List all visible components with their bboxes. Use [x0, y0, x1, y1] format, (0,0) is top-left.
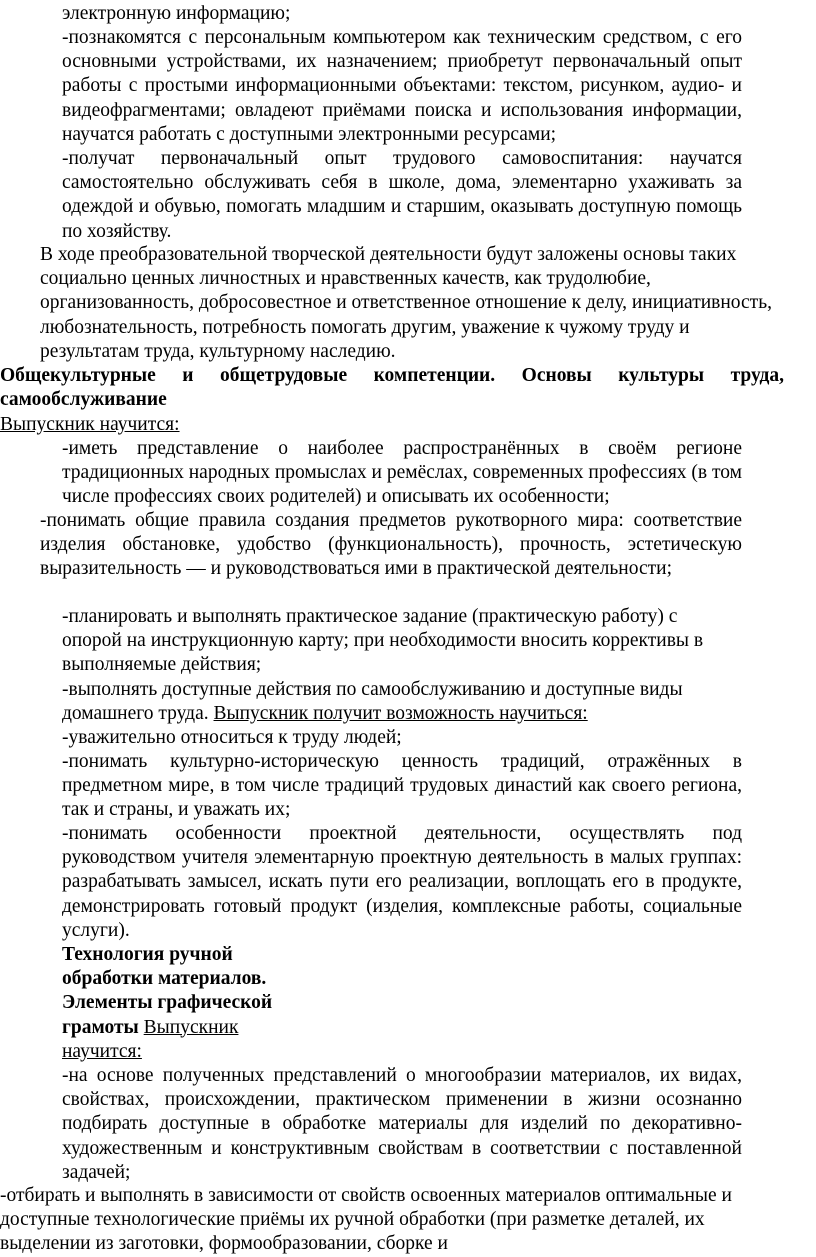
paragraph-plan: -планировать и выполнять практическое задание (практическую работу) с опорой на инструкционную карту; при необходимости вносить коррективы в выполняемые действия;: [62, 606, 704, 676]
heading-technology-line-2: [62, 967, 362, 991]
label-will-learn: Выпускник научится:: [0, 414, 180, 435]
heading-technology-text-4: грамоты: [62, 1016, 139, 1038]
label-will-learn-2: научится:: [62, 1040, 142, 1062]
heading-technology-line-3: [62, 991, 362, 1015]
paragraph-rules: -понимать общие правила создания предметов рукотворного мира: соответствие изделия обстановке, удобство (функциональность), прочность, эстетическую выразительность — и руководствоваться ими в практической деятельности;: [40, 510, 742, 580]
heading-competences-text: Общекультурные и общетрудовые компетенции. Основы культуры труда, самообслуживание: [0, 365, 784, 411]
paragraph-techniques: -отбирать и выполнять в зависимости от свойств освоенных материалов оптимальные и доступные технологические приёмы их ручной обработки (при разметке деталей, их выделении из заготовки, формообразовании, сборке и: [0, 1185, 732, 1255]
paragraph-project: -понимать особенности проектной деятельности, осуществлять под руководством учителя элементарную проектную деятельность в малых группах: разрабатывать замысел, искать пути его реализации, воплощать его в продукте, демонстрировать готовый продукт (изделия, комплексные работы, социальные услуги).: [62, 823, 742, 941]
paragraph-heritage: -понимать культурно-историческую ценность традиций, отражённых в предметном мире, в том числе традиций трудовых династий как своего региона, так и страны, и уважать их;: [62, 751, 742, 821]
heading-technology-text-2: обработки материалов.: [62, 968, 267, 990]
label-opportunity: Выпускник получит возможность научиться:: [213, 703, 588, 725]
heading-technology: [62, 943, 362, 1064]
paragraph-intro-end: электронную информацию;: [62, 3, 291, 24]
paragraph-computer-skills: -познакомятся с персональным компьютером как техническим средством, с его основными устройствами, их назначением; приобретут первоначальный опыт работы с простыми информационными объектами: текстом, рисунком, аудио- и видеофрагментами; овладеют приёмами поиска и использования информации, научатся работать с доступными электронными ресурсами;: [62, 27, 742, 145]
paragraph-materials: -на основе полученных представлений о многообразии материалов, их видах, свойствах, происхождении, практическом применении в жизни осознанно подбирать доступные в обработке материалы для изделий по декоративно-художественным и конструктивным свойствам в соответствии с поставленной задачей;: [62, 1065, 742, 1183]
label-graduate: Выпускник: [143, 1016, 239, 1038]
paragraph-household-text: -выполнять доступные действия по самообслуживанию и доступные виды домашнего труда.: [62, 679, 683, 725]
paragraph-household: [62, 678, 742, 726]
label-will-learn-2-line: [62, 1040, 362, 1064]
heading-technology-text-3: Элементы графической: [62, 992, 273, 1014]
heading-technology-text-1: Технология ручной: [62, 944, 233, 965]
paragraph-creative-activity: В ходе преобразовательной творческой деятельности будут заложены основы таких социально ценных личностных и нравственных качеств, как трудолюбие, организованность, добросовестное и ответственное отношение к делу, инициативность, любознательность, потребность помогать другим, уважение к чужому труду и результатам труда, культурному наследию.: [40, 244, 772, 362]
paragraph-respect: -уважительно относиться к труду людей;: [62, 727, 402, 748]
heading-technology-line-4: [62, 1016, 362, 1040]
paragraph-self-education: -получат первоначальный опыт трудового самовоспитания: научатся самостоятельно обслуживать себя в школе, дома, элементарно ухаживать за одеждой и обувью, помогать младшим и старшим, оказывать доступную помощь по хозяйству.: [62, 148, 742, 242]
paragraph-crafts: -иметь представление о наиболее распространённых в своём регионе традиционных народных промыслах и ремёслах, современных профессиях (в том числе профессиях своих родителей) и описывать их особенности;: [62, 438, 742, 508]
heading-technology-line-1: [62, 943, 362, 967]
heading-competences: [0, 364, 784, 412]
label-will-learn-line: [0, 413, 784, 437]
